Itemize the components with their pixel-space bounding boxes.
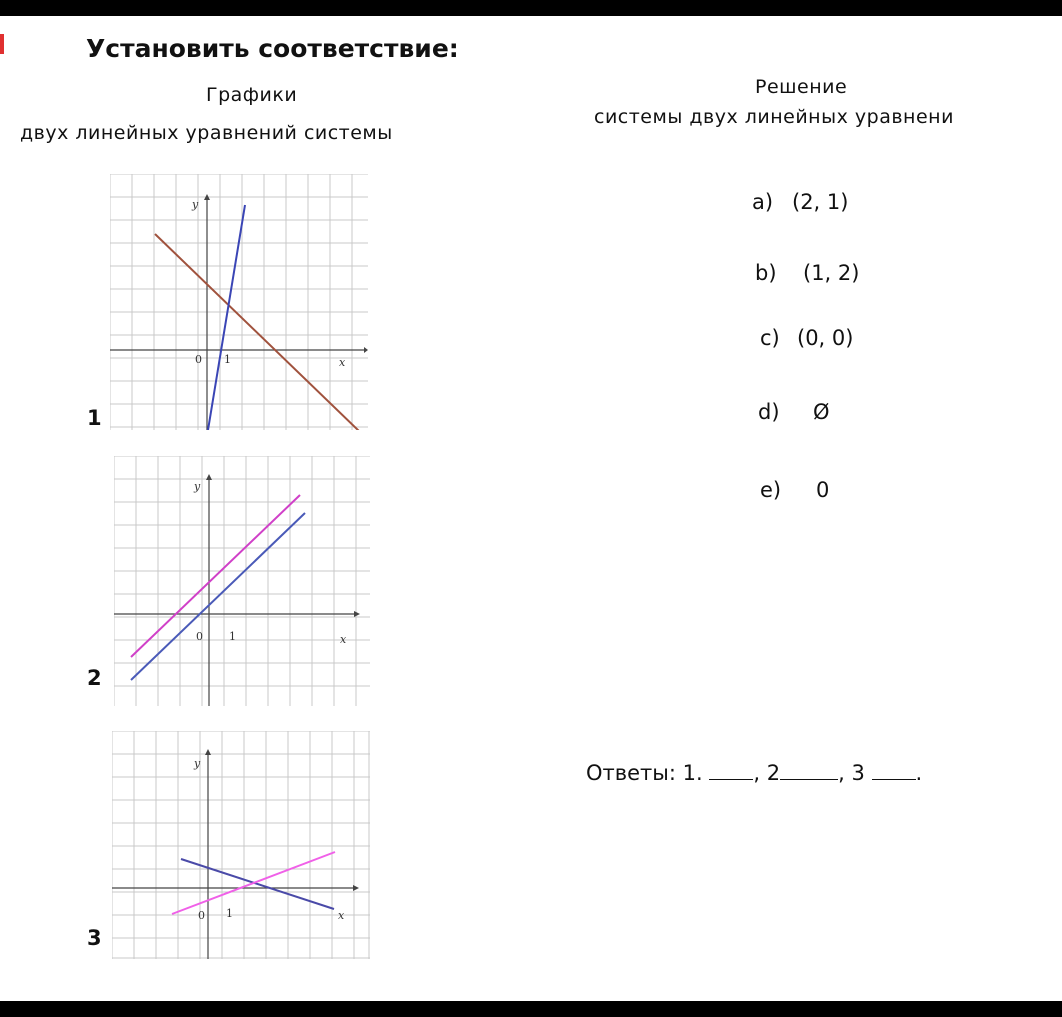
answer-2-label: 2: [766, 761, 781, 785]
x-axis-arrow: [354, 611, 360, 617]
answer-1-label: 1.: [682, 761, 703, 785]
y-axis-arrow: [206, 474, 212, 480]
option-value: (0, 0): [797, 326, 854, 350]
option-b: [755, 261, 859, 285]
y-axis-label: y: [194, 480, 201, 493]
answer-2-blank[interactable]: [780, 761, 838, 780]
line-red: [155, 234, 360, 430]
x-axis-label: x: [340, 633, 347, 646]
left-column-subtitle: двух линейных уравнений системы: [20, 122, 393, 144]
origin-label: 0: [198, 909, 205, 922]
unit-label: 1: [226, 907, 233, 920]
worksheet: [0, 16, 1062, 1001]
right-column-title: Решение: [755, 76, 848, 98]
line-pink: [172, 852, 335, 914]
answers-prefix: Ответы:: [586, 761, 676, 785]
graph-2: [114, 456, 370, 706]
graph-3-number: 3: [87, 926, 102, 950]
answer-3-blank[interactable]: [872, 761, 916, 780]
unit-label: 1: [229, 630, 236, 643]
page-title: Установить соответствие:: [86, 34, 459, 63]
left-column-title: Графики: [206, 84, 298, 106]
line-magenta: [131, 495, 300, 657]
x-axis-label: x: [338, 909, 345, 922]
graph-1-number: 1: [87, 406, 102, 430]
option-label: d): [758, 400, 780, 424]
option-value: (1, 2): [803, 261, 860, 285]
option-d: [758, 400, 830, 424]
origin-label: 0: [195, 353, 202, 366]
grid: [112, 731, 370, 959]
graph-3: [112, 731, 370, 959]
option-value: (2, 1): [792, 190, 849, 214]
option-label: e): [760, 478, 782, 502]
grid: [114, 456, 370, 706]
y-axis-label: y: [192, 198, 199, 211]
option-e: [760, 478, 829, 502]
option-label: b): [755, 261, 777, 285]
line-blue: [131, 513, 305, 680]
window-edge-marker: [0, 34, 4, 54]
graph-2-number: 2: [87, 666, 102, 690]
y-axis-label: y: [194, 757, 201, 770]
line-blue: [208, 205, 245, 430]
x-axis-arrow: [353, 885, 359, 891]
option-label: c): [760, 326, 780, 350]
answer-3-label: 3: [851, 761, 865, 785]
option-value: 0: [816, 478, 830, 502]
origin-label: 0: [196, 630, 203, 643]
option-c: [760, 326, 853, 350]
y-axis-arrow: [205, 749, 211, 755]
right-column-subtitle: системы двух линейных уравнени: [594, 106, 954, 128]
grid: [110, 174, 368, 430]
answer-1-blank[interactable]: [709, 761, 753, 780]
unit-label: 1: [224, 353, 231, 366]
option-label: a): [752, 190, 774, 214]
option-a: [752, 190, 848, 214]
answers-line: Ответы: 1. , 2 , 3 .: [586, 761, 923, 785]
option-value: Ø: [813, 400, 830, 424]
x-axis-label: x: [339, 356, 346, 369]
x-axis-arrow: [364, 347, 368, 353]
graph-1: [110, 174, 368, 430]
